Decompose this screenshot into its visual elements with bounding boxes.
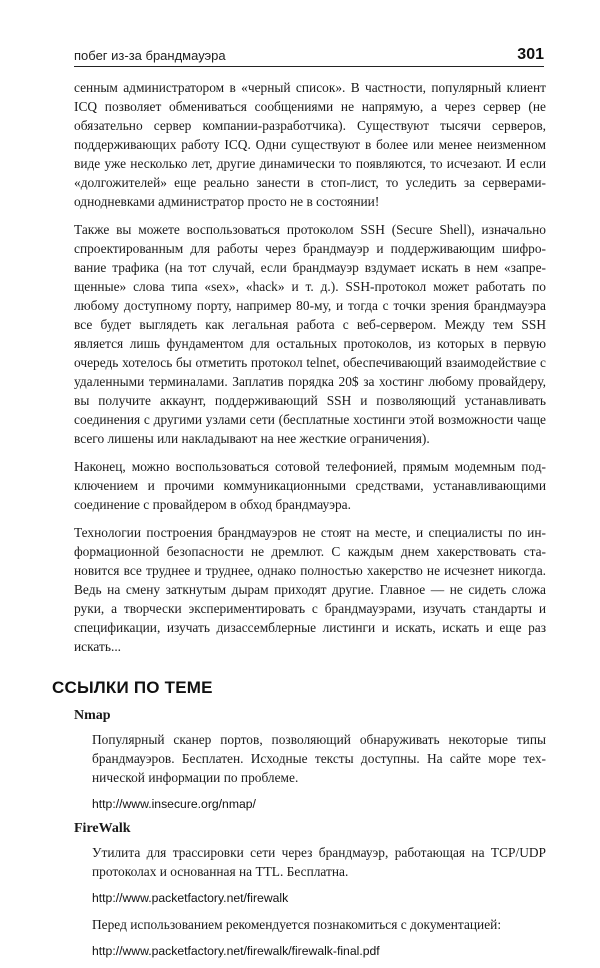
page-content xyxy=(52,78,546,968)
page-number: 301 xyxy=(517,46,544,63)
entry-title-firewalk: FireWalk xyxy=(74,821,131,836)
paragraph-technologies: Технологии построения брандмауэров не стоят на месте, и специалисты по информационной безопасности не дремлют. С каждым днем хакерствовать становится все труднее и труднее, однако полностью хакерство не исчезнет никогда. Ведь на смену заткнутым дырам приходят другие. Главное — не сидеть сложа руки, а творчески экспериментировать с брандмауэрами, изучать стандарты и спецификации, изучать дизассемблерные листинги и искать, искать и еще раз искать... xyxy=(74,525,546,654)
entry-description-nmap: Популярный сканер портов, позволяющий обнаруживать некоторые типы брандмауэров. Бесплатен. Исходные тексты доступны. На сайте море технической информации по проблеме. xyxy=(92,732,546,785)
running-title: побег из-за брандмауэра xyxy=(74,48,226,63)
running-header xyxy=(74,40,544,67)
entry-note-firewalk: Перед использованием рекомендуется познакомиться с документацией: xyxy=(92,917,502,932)
entry-description-firewalk: Утилита для трассировки сети через брандмауэр, работающая на TCP/UDP протоколах и основанная на TTL. Бесплатна. xyxy=(92,845,546,879)
paragraph-icq: сенным администратором в «черный список». В частности, популярный клиент ICQ позволяет обмениваться сообщениями не напрямую, а через сервер (не обязательно сервер компании-разработчика). Существуют тысячи серверов, поддерживающих работу ICQ. Одни существуют в более или менее неизменном виде уже несколько лет, другие динамически то появляются, то исчезают. И если «долгожителей» еще реально занести в стоп-лист, то уследить за серверами-однодневками администратор просто не в состоянии! xyxy=(74,80,546,209)
link-firewalk-url[interactable]: http://www.packetfactory.net/firewalk xyxy=(92,891,289,905)
link-firewalk-doc-url[interactable]: http://www.packetfactory.net/firewalk/firewalk-final.pdf xyxy=(92,944,380,958)
link-nmap-url[interactable]: http://www.insecure.org/nmap/ xyxy=(92,797,256,811)
paragraph-ssh: Также вы можете воспользоваться протоколом SSH (Secure Shell), изначально спроектированным для работы через брандмауэр и поддерживающим шифрование трафика (на тот случай, если брандмауэр вздумает искать в нем «запрещенные» слова типа «sex», «hack» и т. д.). SSH-протокол может работать по любому доступному порту, например 80-му, и тогда с точки зрения брандмауэра все будет выглядеть как легальная работа с веб-сервером. Между тем SSH является лишь фундаментом для остальных протоколов, из которых в первую очередь хотелось бы отметить протокол telnet, обеспечивающий взаимодействие с удаленными терминалами. Заплатив порядка 20$ за хостинг любому провайдеру, вы получите аккаунт, поддерживающий SSH и позволяющий устанавливать соединения с другими узлами сети (бесплатные хостинги этой возможности чаще всего лишены или накладывают на нее жесткие ограничения). xyxy=(74,222,546,446)
entry-title-nmap: Nmap xyxy=(74,708,111,723)
paragraph-cellular: Наконец, можно воспользоваться сотовой телефонией, прямым модемным подключением и прочими коммуникационными средствами, устанавливающими соединение с провайдером в обход брандмауэра. xyxy=(74,459,546,512)
section-heading-links: ССЫЛКИ ПО ТЕМЕ xyxy=(52,678,213,697)
